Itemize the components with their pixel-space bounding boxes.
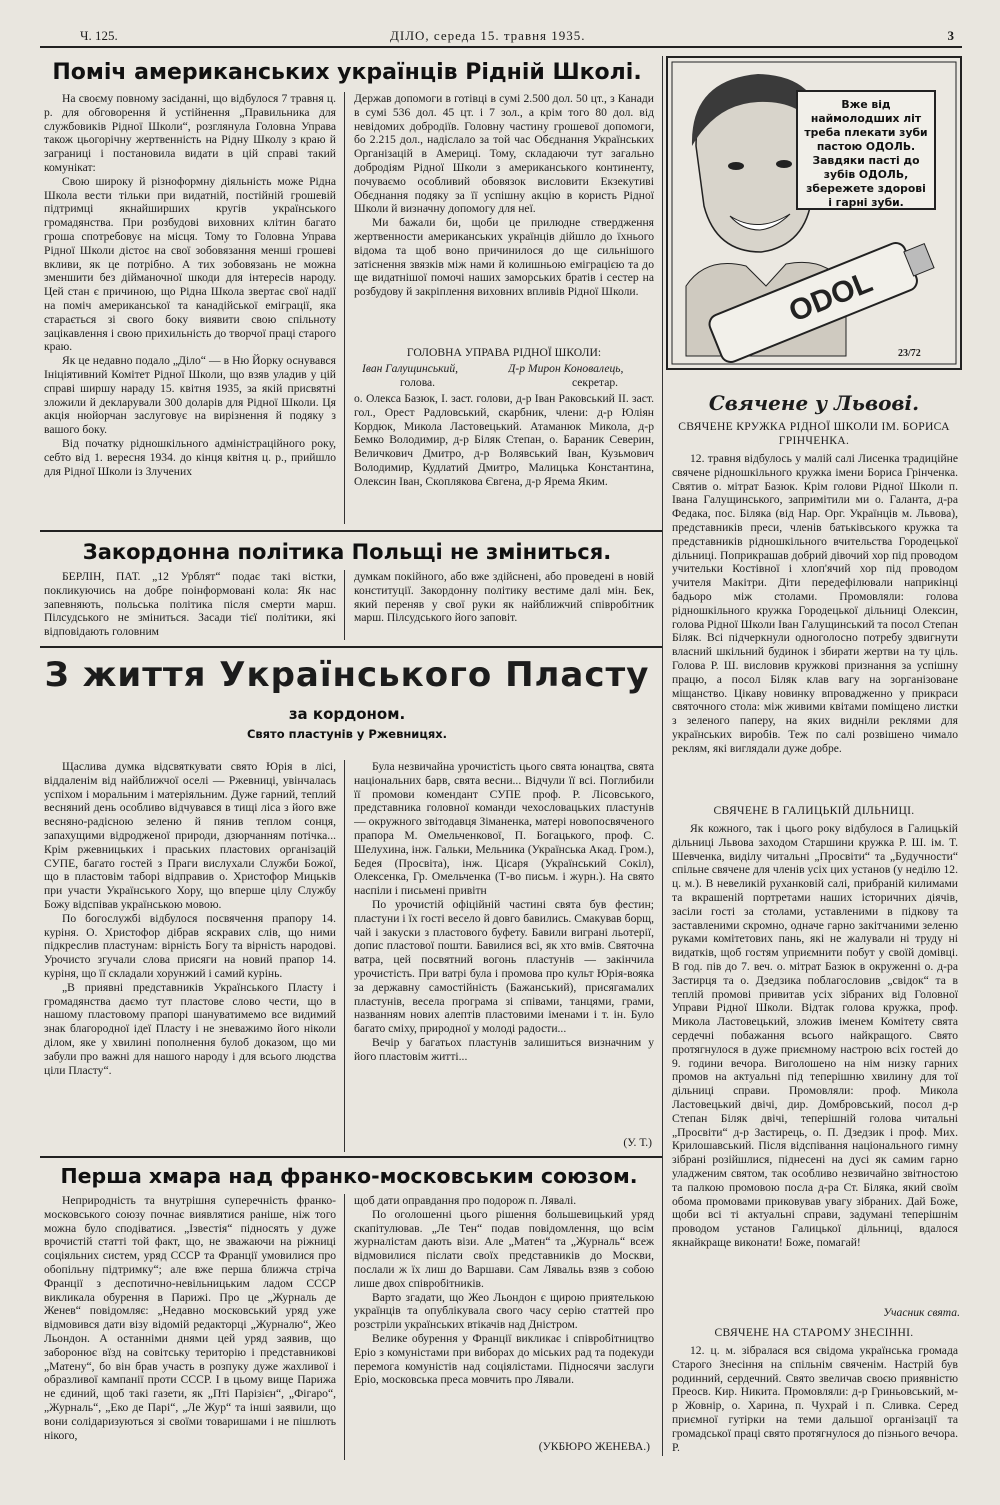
- paragraph: Як кожного, так і цього року відбулося в Галицькій дільниці Львова заходом Старшини кружка Р. Ш. ім. Т. Шевченка, виділу читальні „Просвіти“ та „Будучности“ спільне свячене для членів усіх цих установ (у неділю 12. ц. м.). В невеликій руханковій салі, прибраній килимами та вкрашеній портретами наших історичних діячів, засіли гості за столами, уставленими в підкову та заставленими скромно, одначе гарно закітчаними зеленю руками комітетових пань, які не жалували ні труду ні видатків, щоб гостям уприємнити побут у своїй домівці. В год. пів до 7. веч. о. мітрат Базюк в окруженні о. д-ра Застирця та о. Дзедзика поблагословив „свідок“ та в теплій промові привитав усіх зібраних від Головної Управи Рідної Школи. Відтак голова кружка, проф. Микола Ластовецький, зложив іменем Комітету свята сердечні побажання всього найкращого. Свято протягнулося в дуже приємному настрою всіх гостей до 9. години вечора. Виголошено на нім низку гарних промов на актуальні під теперішню хвилину для тої дільниці справи. Промовляли: проф. Микола Ластовецький двічі, дир. Домбровський, посол д-р Степан Біляк двічі, теперішній голова читальні „Просвіти“ д-р Застирець, о. П. Дзедзик і проф. Мих. Крилошавський. Після відспівання національного гимну зібрані розійшлися, піднесені на дусі як самим гарно уладженим святом, так особливо незвичайно звітностою та палкою промовою посла д-ра Ст. Біляка, який своїм обома промовами приковував увагу зібраних. Дай Боже, щоби всі ті актуальні справи, задумані теперішнім проводом установ Галицької дільниці, вдалося якнайкраще виконати! Боже, помагай!: [672, 822, 958, 1249]
- lviv-subheading-1: СВЯЧЕНЕ КРУЖКА РІДНОЇ ШКОЛИ ІМ. БОРИСА ГРІНЧЕНКА.: [678, 420, 950, 447]
- ad-code: 23/72: [898, 348, 921, 359]
- article3-col1: [44, 760, 336, 1158]
- paragraph: Свою широку й різноформну діяльність може Рідна Школа вести тільки при видатній, постійній грошевій підтримці якнайширших кругів українського громадянства. При розбудові виховних клітин багато гроша спотребовує на місця. Тому то Головна Управа Рідної Школи дістоє на свої зобовязання менші грошеві вкливи, як це потрібно. А тих зобовязань не можна зменшити без дійманочної шкоди для інтересів народу. Цей стан є причиною, що Рідна Школа звертає свої надії на поміч американської та канадійської еміграції, яка старається зі свого боку виявити свою спільноту зацікавлення і свою прихильність до творчої праці старого краю.: [44, 174, 336, 354]
- masthead-rule: [40, 46, 962, 48]
- paragraph: щоб дати оправдання про подорож п. Лявалі.: [354, 1194, 577, 1207]
- article1-title: Поміч американських українців Рідній Школі.: [52, 60, 642, 85]
- article3-title: З життя Українського Пласту: [44, 655, 650, 695]
- paragraph: 12. ц. м. зібралася вся свідома українська громада Старого Знесіння на спільнім свяченім. Настрій був родинний, сердечний. Свято звеличав своєю приявністю Преосв. Кир. Никита. Промовляли: д-р Гриньовський, м-р Жовнір, о. Харина, п. Чухрай і п. Сливка. Серед приємної гутірки на теми дальшої організації та громадської праці свято протягнулося до пізнього вечора. Р.: [672, 1344, 958, 1454]
- signature-right-role: секретар.: [572, 376, 619, 389]
- paragraph: На своєму повному засіданні, що відбулося 7 травня ц. р. для обговорення й устійнення „Правильника для службовиків Рідної Школи“, розглянула Головна Управа також цьогорічну жертвенність на Рідну Школу з краю й заграниці і постановила видати в цій справі такий комунікат:: [44, 92, 336, 174]
- article2-col1: [44, 570, 336, 640]
- column-rule: [662, 56, 663, 1456]
- lviv-signature: Учасник свята.: [883, 1306, 960, 1319]
- masthead-title: ДІЛО, середа 15. травня 1935.: [390, 28, 586, 43]
- paragraph: Як це недавно подало „Діло“ — в Ню Йорку оснувався Ініціятивний Комітет Рідної Школи, що взяв уладив у цій справі ширшу нараду 15. квітня 1935, за якій присвятні зложили й декларували 300 доларів для Рідної Школи. Ця акція нюйорчан заслуговує на вирізнення й подяку з вашого боку.: [44, 354, 336, 437]
- paragraph: По урочистій офіційній частині свята був фестин; пластуни і їх гості весело й довго бавились. Смакував борщ, чай і закуски з пластового буфету. Бавили виграні льотерії, допис пластової пошти. Бавилися всі, як хто вмів. Святочна ватра, цей посвятний вогонь пластунів — закінчила урочистість. При ватрі була і промова про культ Юрія-вояка за державну самостійність (Бажанський), присягамалих пластунів, весела програма зі співами, танцями, грами, названням нових алептів пластовими іменами і т. ін. Було багато сміху, природної у молоді радости...: [354, 897, 654, 1036]
- article4-signature: (УКБЮРО ЖЕНЕВА.): [538, 1440, 650, 1453]
- paragraph: Велике обурення у Франції викликає і співробітництво Еріо з комуністами при виборах до міських рад та подекуди перемога комуністів над соціялістами. Підносячи заслуги Еріо, московська преса мовчить про Лявали.: [354, 1331, 654, 1387]
- article3-signature: (У. Т.): [623, 1136, 652, 1149]
- issue-number: Ч. 125.: [80, 28, 118, 43]
- section-rule: [40, 530, 662, 532]
- paragraph: По богослужбі відбулося посвячення прапору 14. куріня. О. Христофор дібрав яскравих слів, що ними підкреслив пластунам: вірність Богу та вірність народові. Урочисто згучали слова присяги на новий прапор 14. куріня, що її складали хорунжий і самий курінь.: [44, 911, 336, 980]
- article3-col2: [354, 760, 654, 1140]
- lviv-paragraph-2: [672, 822, 958, 1300]
- article4-col2: [354, 1194, 654, 1444]
- tube-label: ODOL: [784, 265, 878, 329]
- column-rule: [344, 570, 345, 640]
- article4-title: Перша хмара над франко-московським союзом.: [60, 1164, 638, 1188]
- paragraph: 12. травня відбулось у малій салі Лисенка традиційне свячене рідношкільного кружка імени Бориса Грінченка. Святив о. мітрат Базюк. Крім голови Рідної Школи п. Івана Галущинського, запримітили ми о. Галанта, д-ра Федака, пос. Біляка (від Нар. Орг. Українців м. Львова), представників преси, членів батьківського кружка та представників рідношкільного вчительства Городецької дільниці. Поприкрашав добрий дівочий хор під проводом учительки Костівної і хлоп'ячий хор під проводом учителя Макітри. Діти передефілювали наприкінці бадьоро між столами. Промовляли: голова рідношкільного кружка Городецької дільниці Олексин, голова Рідної Школи Іван Галущинський та посол Степан Біляк. Всі підчеркнули одноголосно потребу здвигнути власний шкільний будинок і збирати жертви на ту ціль. Голова Р. Ш. висловив кружкові признання за успішну працю, а посол Біляк клав вагу на зорганізоване міщанство. Цікаву новинку впровадженно у прикраси святочного стола: між живими квітами поміщено листки з зеленого паперу, на яких видніли реклями для українських виробів. Теж по салі розвішено чимало реклям, які виглядали дуже добре.: [672, 452, 958, 755]
- paragraph: Від початку рідношкільного адміністраційного року, себто від 1. вересня 1934. до кінця квітня ц. р., прийшло для Рідної Школи із Злучених: [44, 436, 336, 478]
- lviv-subheading-3: СВЯЧЕНЕ НА СТАРОМУ ЗНЕСІННІ.: [714, 1326, 914, 1339]
- article3-subtitle-2: Свято пластунів у Ржевницях.: [246, 727, 448, 741]
- lviv-paragraph-1: [672, 452, 958, 798]
- paragraph: Варто згадати, що Жео Льондон є щирою приятелькою українців та опублікувала свого часу серію статтей про розстріли українських втікачів над Дністром.: [354, 1290, 654, 1332]
- signature-org: ГОЛОВНА УПРАВА РІДНОЇ ШКОЛИ:: [406, 346, 602, 359]
- ad-text: Вже від наймолодших літ треба плекати зуби пастою ОДОЛЬ. Завдяки пасті до зубів ОДОЛЬ, збережете здорові і гарні зуби.: [804, 98, 928, 209]
- page-number: 3: [947, 28, 954, 43]
- signature-left-role: голова.: [400, 376, 436, 389]
- lviv-paragraph-3: [672, 1344, 958, 1456]
- signature-right-name: Д-р Мирон Коновалець,: [508, 362, 624, 375]
- column-rule: [344, 760, 345, 1152]
- article1-col2: [354, 92, 654, 342]
- column-rule: [344, 92, 345, 524]
- paragraph: Була незвичайна урочистість цього свята юнацтва, свята національних барв, свята весни... Відчули її всі. Поглибили її промови комендант СУПЕ проф. Р. Лісовського, представника головної команди чехословацьких пластунів — окружного звітодавця Зіманенка, матері новопосвяченого прапора М. Омельченкової, П. Богацького, проф. С. Шелухина, інж. Гальки, Мельника (Українська Акад. Гром.), Бедея (Просвіта), інж. Цісаря (Український Сокіл), Олексенка, Гр. Омельченка (Т-во письм. і журн.). На свято наспіли і письмені привітн: [354, 760, 654, 898]
- masthead: [40, 24, 960, 46]
- section-rule: [40, 1156, 662, 1158]
- lviv-subheading-2: СВЯЧЕНЕ В ГАЛИЦЬКІЙ ДІЛЬНИЦІ.: [713, 804, 915, 817]
- article1-members: [354, 392, 654, 524]
- paragraph: По оголошенні цього рішення большевицький уряд скапітулював. „Ле Тен“ подав повідомлення, що всім журналістам дають візи. Але „Матен“ та „Журналь“ всеж відмовилися післати своїх представників до Москви, послали ж їх лиш до Варшави. Сам Лявальь взяв з собою лише двох співробітників.: [354, 1207, 654, 1290]
- ad-text-box: [796, 90, 936, 210]
- paragraph: Щаслива думка відсвяткувати свято Юрія в лісі, віддаленім від найближчої оселі — Ржевниці, увінчалась успіхом і моральним і матеріяльним. Дуже гарний, теплий весняний день особливо відчувався в тищі ліса з його вже весняно-радісною зеленю й пянив теплом сонця, запахущими відродженої природи, дзюрчанням потічка... Крім ржевницьких і праських пластових організацій СУПЕ, багато гостей з Праги вислухали Служби Божої, що в пластовім таборі відправив о. Христофор Мицьків при участи Українського Хору, що вперше цілу Службу Божу відспівав українською мовою.: [44, 760, 336, 911]
- article3-subtitle: за кордоном.: [288, 705, 406, 723]
- paragraph: Вечір у багатьох пластунів залишиться визначним у його пластовім житті...: [354, 1035, 654, 1063]
- section-rule: [40, 646, 662, 648]
- article1-col1: [44, 92, 336, 524]
- members-list: о. Олекса Базюк, І. заст. голови, д-р Іван Раковський ІІ. заст. гол., Орест Радловський, скарбник, члени: д-р Юліян Кордюк, Микола Ластовецький. Атаманюк Микола, д-р Бемко Володимир, д-р Біляк Степан, о. Бараник Северин, Величкович Дмитро, д-р Волявський Іван, Кузьмович Володимир, Кудлатий Дмитро, Малицька Константина, Олексин Іван, Скоплякова Євгена, д-р Ярема Яким.: [354, 392, 654, 488]
- paragraph: БЕРЛІН, ПАТ. „12 Урблят“ подає такі вістки, покликуючись на добре поінформовані кола: Як нас запевняють, польська політика після смерти марш. Пілсудського не зміниться. Засади тієї політики, які відповідають головним: [44, 570, 336, 639]
- article4-col1: [44, 1194, 336, 1464]
- paragraph: Неприродність та внутрішня суперечність франко-московського союзу почнає виявлятися раніше, ніж того можна було сподіватися. „Ізвестія“ підносять у дуже врочистій статті той факт, що, не зважаючи на ріжниці соціяльних систем, уряд СССР та Франції умовилися про обопільну підтримку“; але вже перша ближча стріча Франції з деспотично-невільницьким ладом СССР викликала обурення в Парижі. Про це „Журналь де Женев“ повідомляє: „Недавно московський уряд уже відмовився дати візу відомій редакторці „Журналю“, Жео Льондон. А останніми днями цей уряд заявив, що заборонює вїзд на совітську територію і представникові „Матену“, бо він брав участь в розпуку дуже жахливої і образливої кампанії проти СССР. І в цьому вище Парижа не єдиний, щоб такі газети, як „Пті Парізієн“, „Фігаро“, „Журналь“, „Еко де Парі“, „Ле Жур“ та інші заявили, що вони солідаризуються зі своїми товаришами і не пішлють нікого,: [44, 1194, 336, 1442]
- signature-left-name: Іван Галущинський,: [362, 362, 459, 375]
- lviv-title: Свячене у Львові.: [708, 391, 920, 415]
- odol-ad: [666, 56, 962, 370]
- paragraph: „В приявні представників Українського Пласту і громадянства даємо тут пластове слово чести, що в нашому пластовому прапорі шануватимемо все видимий знак благородної ідеї Пласту і не зневажимо його ніколи ділом, яке у хвилині пополнення булоб доказом, що ми забули про важні для нашого народу і для всього людства ціли Пласту“.: [44, 980, 336, 1077]
- article2-title: Закордонна політика Польщі не зміниться.: [82, 540, 612, 564]
- article2-col2: [354, 570, 654, 640]
- paragraph: Держав допомоги в готівці в сумі 2.500 дол. 50 цт., з Канади в сумі 536 дол. 45 цт. і 7 зол., а крім того 80 дол. від невідомих добродіїв. Головну частину грошевої допомоги, бо 2.215 дол., надіслало за той час Обєднання Українських Організацій в Америці. Тому, складаючи тут загально добродіям Рідної Школи з американського континенту, почуваємо особливий обовязок висловити Екзекутиві Обєднання подяку за її успішну акцію в користь Рідної Школи й визначну допомогу для неї.: [354, 92, 654, 216]
- paragraph: Ми бажали би, щоби це прилюдне ствердження жертвенности американських українців дійшло до їхнього відома та щоб воно причинилося до ще сильнішого затіснення звязків між нами й колишньою еміграцією та до ще видатнішої помочі наших заморських братів і сестер на розбудову й закріплення виховних впливів Рідної Школи.: [354, 216, 654, 299]
- paragraph: думкам покійного, або вже здійснені, або проведені в новій конституції. Закордонну політику вестиме далі мін. Бек, який переняв у свої руки як найближчий співробітник марш. Пілсудського його заповіт.: [354, 570, 654, 625]
- column-rule: [344, 1194, 345, 1460]
